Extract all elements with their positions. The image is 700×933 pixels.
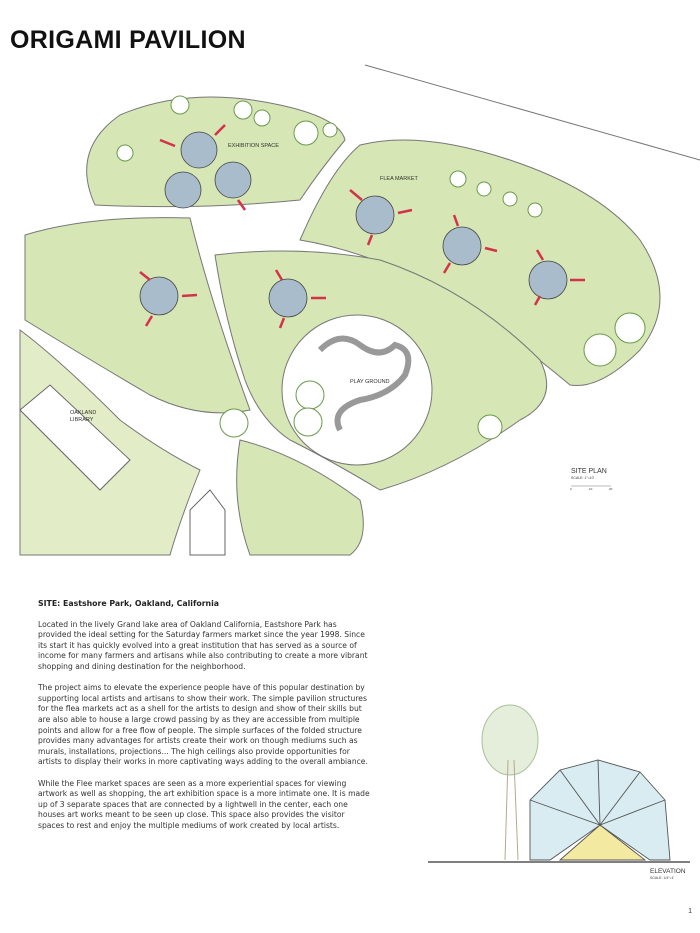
elevation-heading: ELEVATION bbox=[650, 868, 686, 875]
label-exhibition-space: EXHIBITION SPACE bbox=[228, 143, 279, 149]
scale-tick: 0 bbox=[570, 487, 572, 491]
description bbox=[38, 599, 370, 842]
site-plan-drawing bbox=[0, 60, 700, 560]
scale-tick: 20 bbox=[609, 487, 613, 491]
page-title: ORIGAMI PAVILION bbox=[10, 26, 246, 54]
site-plan-scale: SCALE: 1"=10' bbox=[571, 476, 595, 480]
paragraph: While the Flee market spaces are seen as a more experiential spaces for viewing artwork as well as shopping, the art exhibition space is a more intimate one. It is made up of 3 separate spaces that are connected by a lightwell in the center, each one houses art works meant to be seen up close. This space also provides the visitor spaces to rest and enjoy the multiple mediums of work created by local artists. bbox=[38, 778, 370, 830]
page-number: 1 bbox=[688, 908, 692, 915]
pavilion-elevation bbox=[530, 760, 670, 860]
label-playground: PLAY GROUND bbox=[350, 379, 390, 385]
label-library-1: OAKLAND bbox=[70, 410, 97, 416]
scale-tick: 10 bbox=[589, 487, 593, 491]
paragraph: The project aims to elevate the experience people have of this popular destination by supporting local artists and artisans to show their work. The simple pavilion structures for the flea markets act as a shell for the artists to design and show of their skills but are also able to house a large crowd passing by as they are accessible from multiple points and allow for a free flow of people. The simple surfaces of the folded structure provides many advantages for artists create their work on though mediums such as murals, installations, projections... The high ceilings also provide opportunities for artists to display their works in more captivating ways adding to the overall ambiance. bbox=[38, 683, 368, 767]
elevation-scale: SCALE: 1/4"=1' bbox=[650, 876, 675, 880]
site-heading: SITE: Eastshore Park, Oakland, California bbox=[38, 599, 220, 608]
paragraph: Located in the lively Grand lake area of Oakland California, Eastshore Park has provided the ideal setting for the Saturday farmers market since the year 1998. Since its start it has quickly evolved into a great institution that has served as a source of income for many farmers and artisans while also contributing to create a more vibrant shopping and dining destination for the neighborhood. bbox=[38, 619, 368, 671]
elevation-drawing bbox=[420, 690, 700, 925]
site-plan-heading: SITE PLAN bbox=[571, 468, 607, 475]
label-library-2: LIBRARY bbox=[70, 417, 94, 423]
label-flea-market: FLEA MARKET bbox=[380, 176, 418, 182]
